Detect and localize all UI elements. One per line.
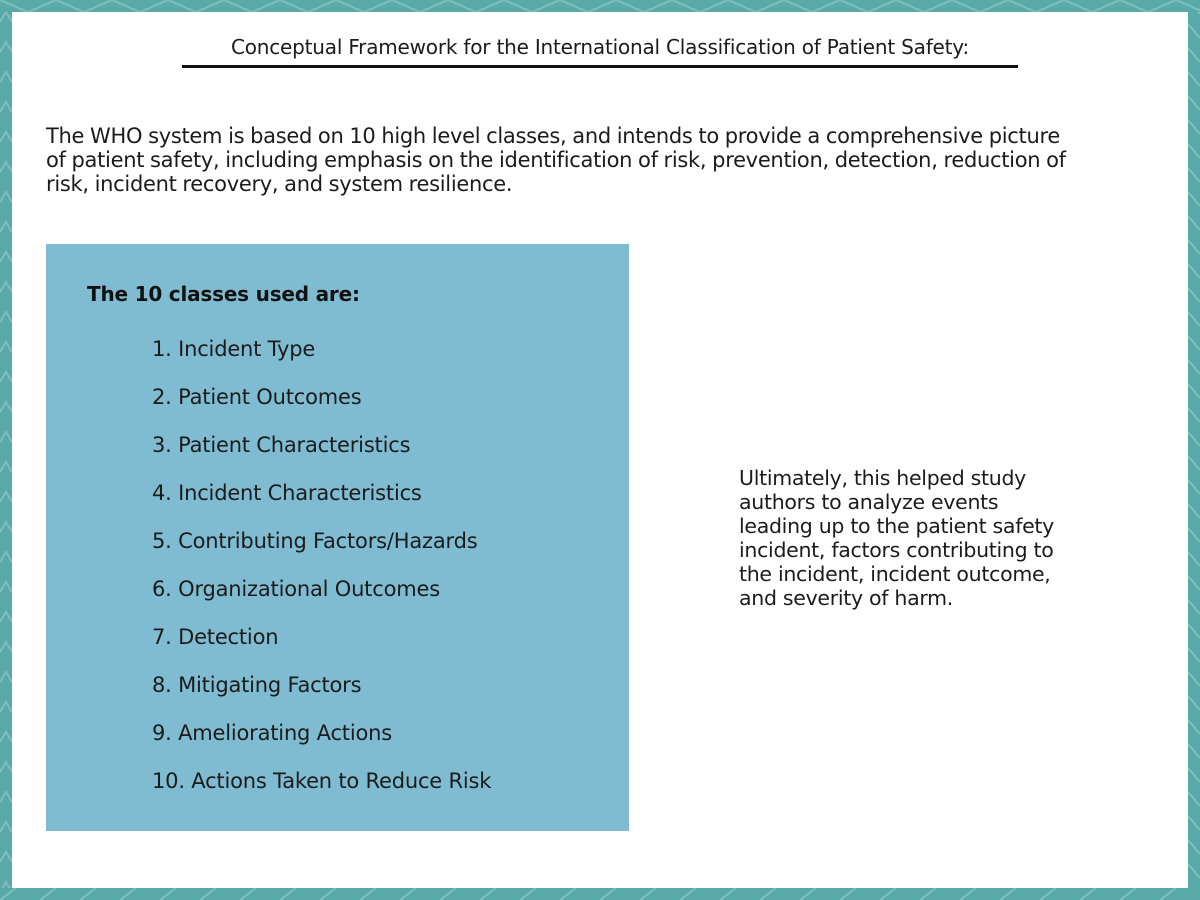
page-title: Conceptual Framework for the International Classification of Patient Safety: [230,35,970,59]
class-item: 9. Ameliorating Actions [152,721,392,745]
classes-heading: The 10 classes used are: [87,282,360,306]
summary-line: leading up to the patient safety [739,514,1054,538]
summary-line: incident, factors contributing to [739,538,1054,562]
intro-line: of patient safety, including emphasis on the identification of risk, prevention, detection, reduction of [46,148,1066,172]
class-item: 1. Incident Type [152,337,316,361]
class-item: 7. Detection [152,625,279,649]
class-item: 8. Mitigating Factors [152,673,362,697]
class-item: 3. Patient Characteristics [152,433,411,457]
class-item: 2. Patient Outcomes [152,385,362,409]
intro-line: The WHO system is based on 10 high level classes, and intends to provide a comprehensive picture [46,124,1060,148]
intro-line: risk, incident recovery, and system resilience. [46,172,513,196]
summary-line: the incident, incident outcome, [739,562,1051,586]
summary-line: and severity of harm. [739,586,954,610]
classes-box [46,244,629,831]
summary-line: Ultimately, this helped study [739,466,1027,490]
classes-list [152,336,491,816]
class-item: 10. Actions Taken to Reduce Risk [152,769,492,793]
class-item: 5. Contributing Factors/Hazards [152,529,478,553]
title-underline [182,65,1018,68]
summary-line: authors to analyze events [739,490,999,514]
class-item: 6. Organizational Outcomes [152,577,440,601]
summary-paragraph [739,466,1109,610]
class-item: 4. Incident Characteristics [152,481,422,505]
intro-paragraph [46,124,1166,196]
